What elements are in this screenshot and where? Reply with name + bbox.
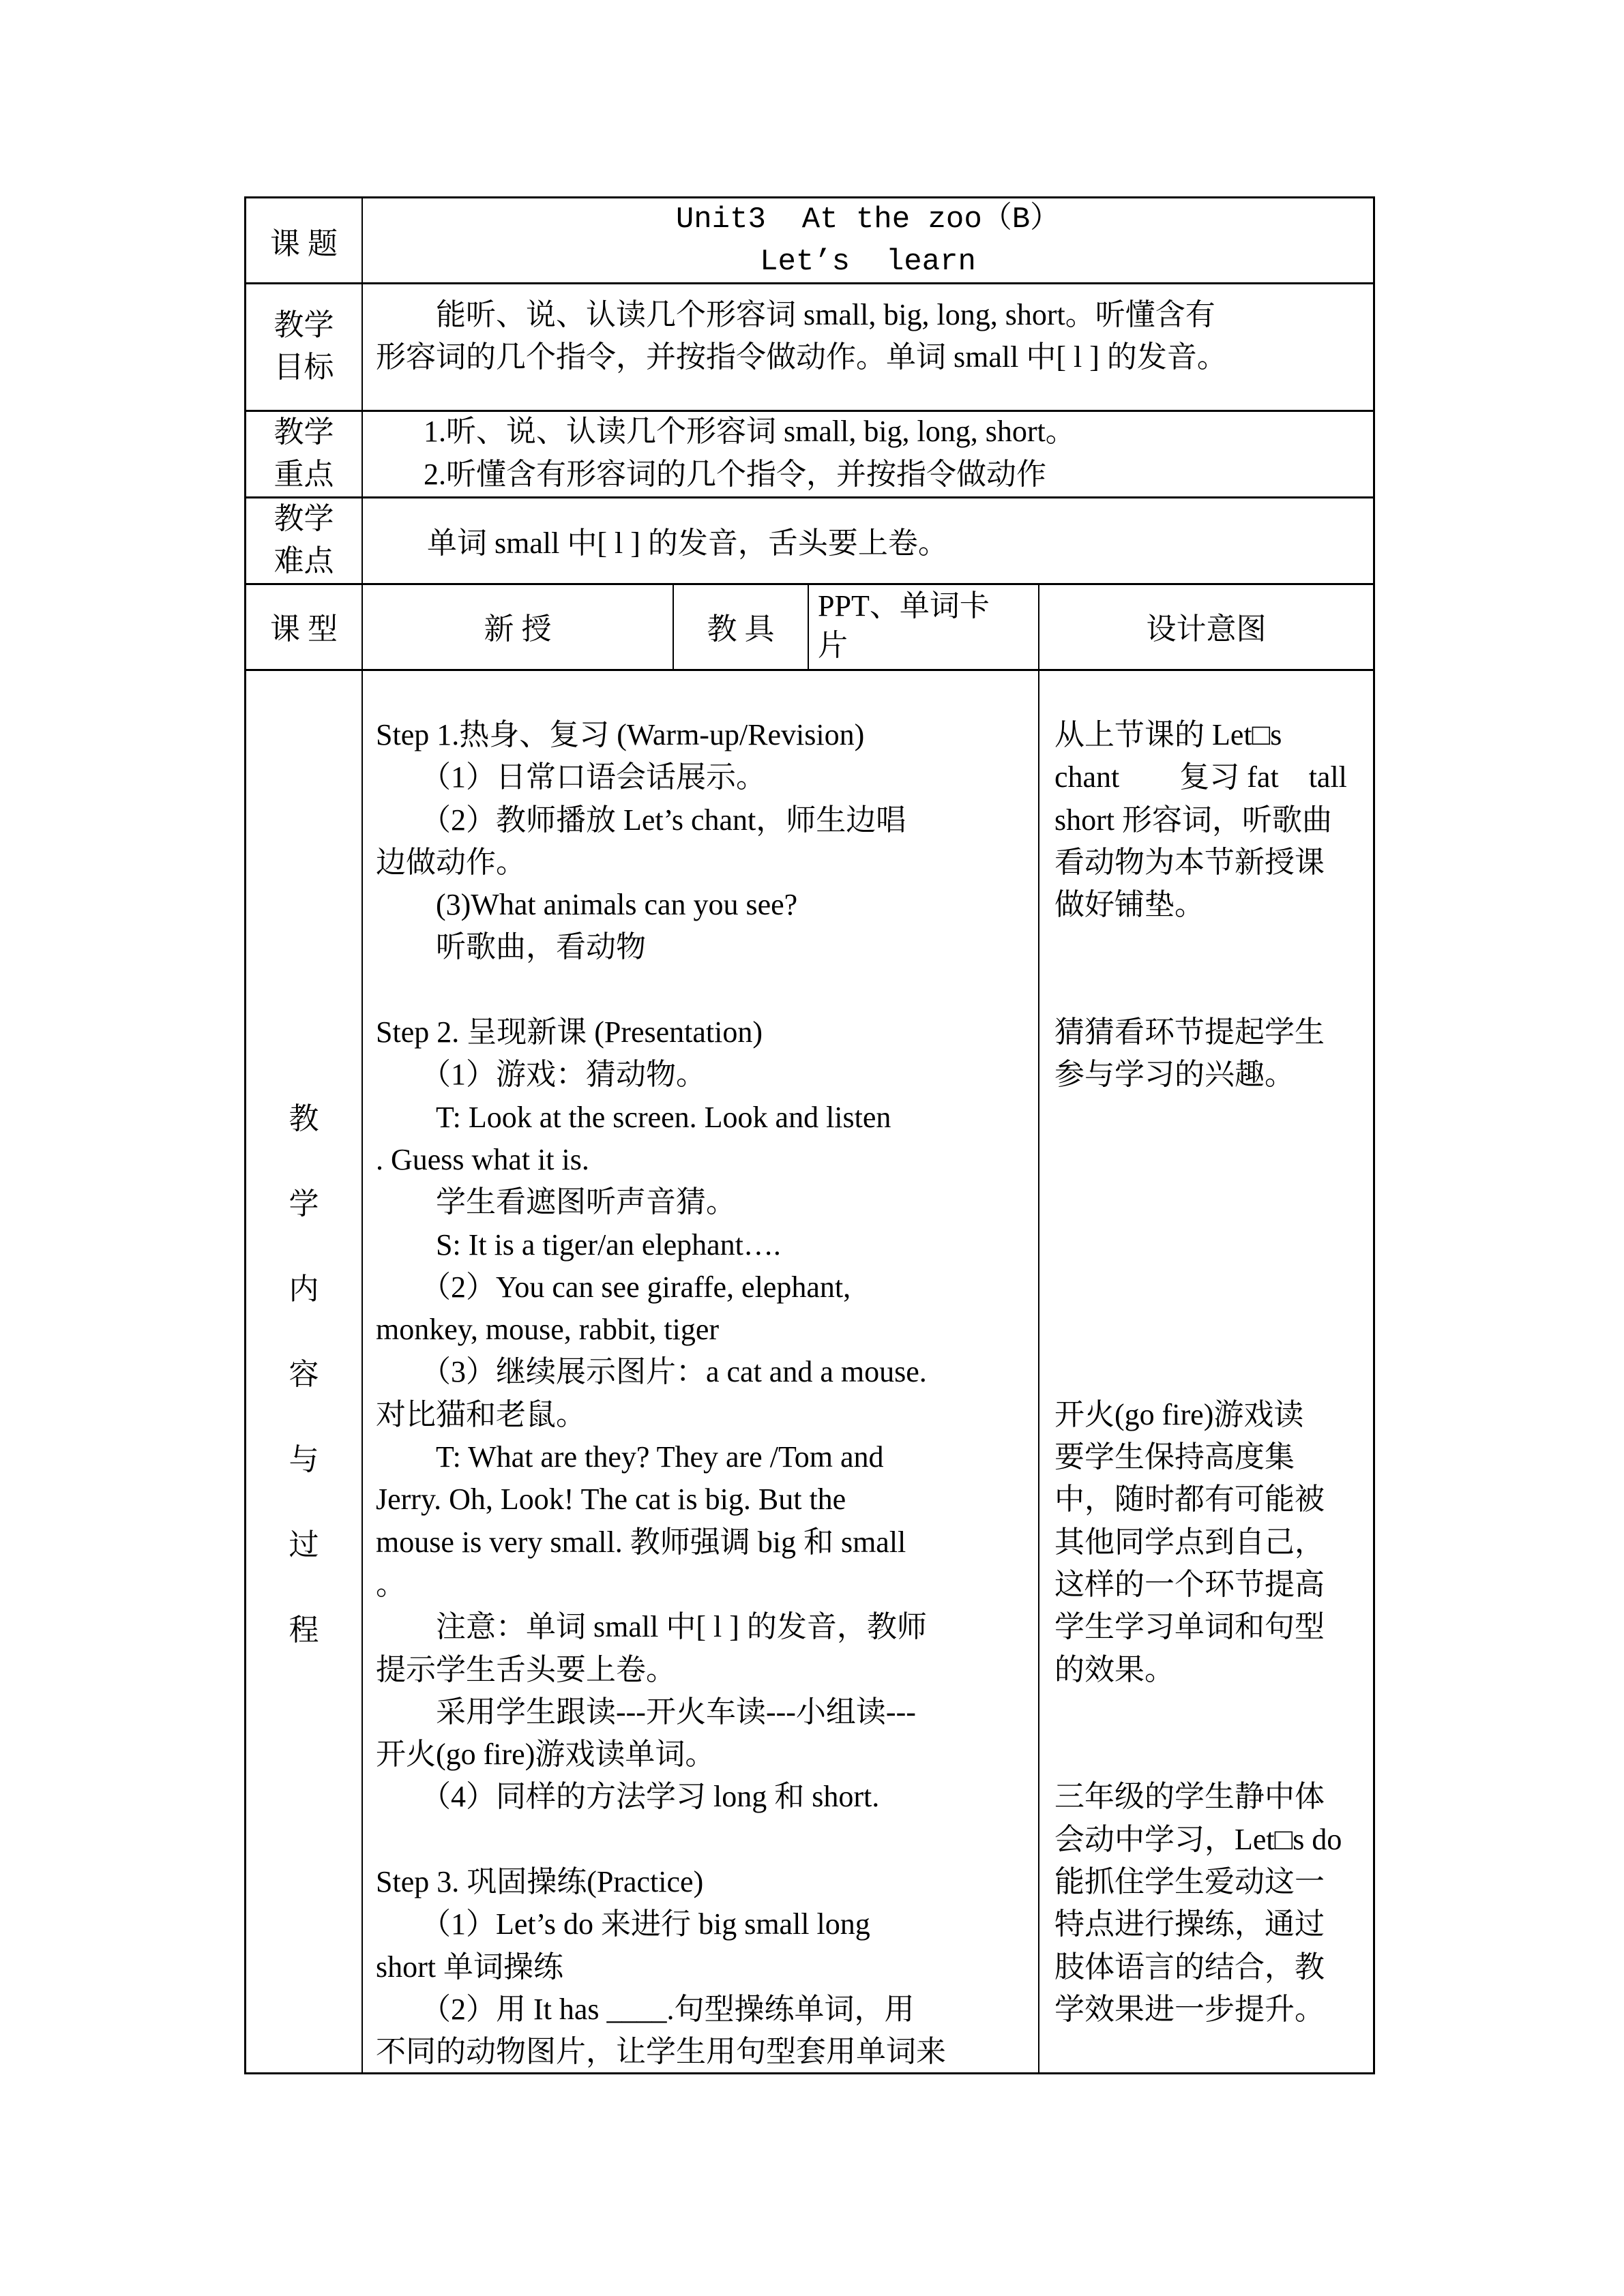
content-line: Step 3. 巩固操练(Practice) xyxy=(376,1865,704,1899)
content-line: 学生看遮图听声音猜。 xyxy=(376,1185,736,1219)
process-label-char: 教 xyxy=(289,1102,319,1135)
design-intent-line: 学生学习单词和句型 xyxy=(1054,1610,1325,1644)
design-intent-content xyxy=(1054,714,1368,2074)
design-intent-line: 能抓住学生爱动这一 xyxy=(1054,1865,1325,1899)
type-value xyxy=(363,583,673,669)
design-intent-line xyxy=(1054,1351,1368,1393)
design-intent-line: short 形容词，听歌曲 xyxy=(1054,803,1332,837)
design-intent-line xyxy=(1054,1266,1368,1309)
design-intent-line: 这样的一个环节提高 xyxy=(1054,1567,1325,1601)
content-line: 提示学生舌头要上卷。 xyxy=(376,1652,676,1686)
lesson-title-line1: Unit3 At the zoo（B） xyxy=(675,202,1061,237)
design-intent-line: 参与学习的兴趣。 xyxy=(1054,1058,1295,1092)
design-intent-line: 学效果进一步提升。 xyxy=(1054,1992,1325,2026)
process-label xyxy=(246,1076,361,1673)
difficulty-text-line: 单词 small 中[ l ] 的发音，舌头要上卷。 xyxy=(427,526,948,560)
content-line: 。 xyxy=(376,1567,406,1601)
design-intent-line xyxy=(1054,1691,1368,1733)
content-line xyxy=(376,1819,1034,1861)
col-divider xyxy=(1038,583,1039,2072)
content-line: Step 1.热身、复习 (Warm-up/Revision) xyxy=(376,718,865,751)
design-intent-line xyxy=(1054,1139,1368,1181)
difficulty-label-line: 教学 xyxy=(274,501,334,535)
design-intent-line xyxy=(1054,1224,1368,1266)
key-point-line: 2.听懂含有形容词的几个指令，并按指令做动作 xyxy=(424,457,1046,491)
content-line: （2）教师播放 Let’s chant，师生边唱 xyxy=(376,803,906,837)
difficulty-text xyxy=(427,496,1366,583)
goal-label xyxy=(246,282,361,410)
tools-value xyxy=(818,583,1036,669)
design-intent-line: 肢体语言的结合，教 xyxy=(1054,1950,1325,1984)
content-line: S: It is a tiger/an elephant…. xyxy=(376,1227,781,1262)
type-label xyxy=(246,583,361,669)
content-line: T: Look at the screen. Look and listen xyxy=(376,1100,891,1134)
process-label-char: 程 xyxy=(289,1613,319,1647)
content-line: monkey, mouse, rabbit, tiger xyxy=(376,1313,720,1347)
content-line: mouse is very small. 教师强调 big 和 small xyxy=(376,1525,906,1559)
lesson-title-line2: Let’s learn xyxy=(760,244,976,279)
col-divider xyxy=(808,583,809,669)
content-line: 对比猫和老鼠。 xyxy=(376,1397,586,1431)
tools-value-line: 片 xyxy=(818,629,848,662)
content-line: 开火(go fire)游戏读单词。 xyxy=(376,1738,715,1772)
content-line: (3)What animals can you see? xyxy=(376,888,798,922)
content-line: Step 2. 呈现新课 (Presentation) xyxy=(376,1015,763,1049)
design-intent-line xyxy=(1054,1181,1368,1223)
lesson-title xyxy=(363,198,1373,282)
key-point-line: 1.听、说、认读几个形容词 small, big, long, short。 xyxy=(424,415,1076,449)
design-intent-line: 特点进行操练，通过 xyxy=(1054,1907,1325,1941)
content-line: （3）继续展示图片：a cat and a mouse. xyxy=(376,1355,927,1389)
key-label-line: 重点 xyxy=(274,457,334,491)
process-label-char: 学 xyxy=(289,1187,319,1221)
title-label xyxy=(246,198,361,282)
content-line: 边做动作。 xyxy=(376,845,526,879)
design-intent-label-text: 设计意图 xyxy=(1146,612,1267,646)
design-intent-label xyxy=(1039,583,1373,669)
content-line: （1）游戏：猜动物。 xyxy=(376,1058,706,1092)
design-intent-line: 要学生保持高度集 xyxy=(1054,1440,1295,1474)
lesson-plan-table xyxy=(244,196,1375,2074)
content-line: 注意：单词 small 中[ l ] 的发音，教师 xyxy=(376,1610,927,1644)
design-intent-line: 三年级的学生静中体 xyxy=(1054,1780,1325,1814)
content-line: T: What are they? They are /Tom and xyxy=(376,1440,884,1474)
design-intent-line: 开火(go fire)游戏读 xyxy=(1054,1397,1304,1431)
tools-label-text: 教 具 xyxy=(707,612,775,646)
process-label-char: 与 xyxy=(289,1443,319,1476)
key-label-line: 教学 xyxy=(274,415,334,449)
content-line: short 单词操练 xyxy=(376,1950,563,1984)
goal-text-line: 形容词的几个指令，并按指令做动作。单词 small 中[ l ] 的发音。 xyxy=(376,340,1227,374)
content-line: . Guess what it is. xyxy=(376,1142,589,1176)
content-line: （1）日常口语会话展示。 xyxy=(376,760,766,794)
design-intent-line xyxy=(1054,2031,1368,2073)
design-intent-line: 中，随时都有可能被 xyxy=(1054,1482,1325,1517)
key-points-label xyxy=(246,410,361,496)
content-line: （1）Let’s do 来进行 big small long xyxy=(376,1907,870,1941)
design-intent-line xyxy=(1054,1733,1368,1776)
key-points-text xyxy=(424,410,1366,496)
content-line: 采用学生跟读---开火车读---小组读--- xyxy=(376,1695,916,1729)
row-divider xyxy=(246,669,1373,671)
goal-text xyxy=(376,294,1366,389)
tools-value-line: PPT、单词卡 xyxy=(818,589,990,623)
design-intent-line xyxy=(1054,1309,1368,1351)
design-intent-line xyxy=(1054,926,1368,968)
content-line: 听歌曲，看动物 xyxy=(376,930,646,964)
teaching-content xyxy=(376,714,1034,2074)
design-intent-line: 做好铺垫。 xyxy=(1054,888,1205,922)
content-line: （2）You can see giraffe, elephant, xyxy=(376,1270,851,1304)
content-line: 不同的动物图片，让学生用句型套用单词来 xyxy=(376,2035,946,2069)
design-intent-line: 从上节课的 Let□s xyxy=(1054,718,1282,751)
difficulty-label-line: 难点 xyxy=(274,543,334,578)
design-intent-line: 看动物为本节新授课 xyxy=(1054,845,1325,879)
design-intent-line: 猜猜看环节提起学生 xyxy=(1054,1015,1325,1049)
content-line: Jerry. Oh, Look! The cat is big. But the xyxy=(376,1482,846,1517)
difficulty-label xyxy=(246,496,361,583)
goal-label-line: 目标 xyxy=(274,350,334,384)
design-intent-line: 的效果。 xyxy=(1054,1652,1175,1686)
content-line: （4）同样的方法学习 long 和 short. xyxy=(376,1780,880,1814)
content-line: （2）用 It has ____.句型操练单词，用 xyxy=(376,1992,915,2026)
design-intent-line xyxy=(1054,969,1368,1011)
process-label-char: 内 xyxy=(289,1272,319,1306)
type-value-text: 新 授 xyxy=(484,612,552,646)
design-intent-line: 其他同学点到自己， xyxy=(1054,1525,1325,1559)
goal-text-line: 能听、说、认读几个形容词 small, big, long, short。听懂含有 xyxy=(376,298,1215,331)
process-label-char: 容 xyxy=(289,1358,319,1391)
design-intent-line: chant 复习 fat tall xyxy=(1054,760,1347,794)
col-divider xyxy=(361,198,363,2072)
tools-label xyxy=(674,583,808,669)
content-line xyxy=(376,969,1034,1011)
title-label-text: 课 题 xyxy=(270,226,338,260)
goal-label-line: 教学 xyxy=(274,308,334,342)
design-intent-line: 会动中学习，Let□s do xyxy=(1054,1822,1342,1856)
process-label-char: 过 xyxy=(289,1528,319,1562)
design-intent-line xyxy=(1054,1097,1368,1139)
type-label-text: 课 型 xyxy=(270,612,338,646)
